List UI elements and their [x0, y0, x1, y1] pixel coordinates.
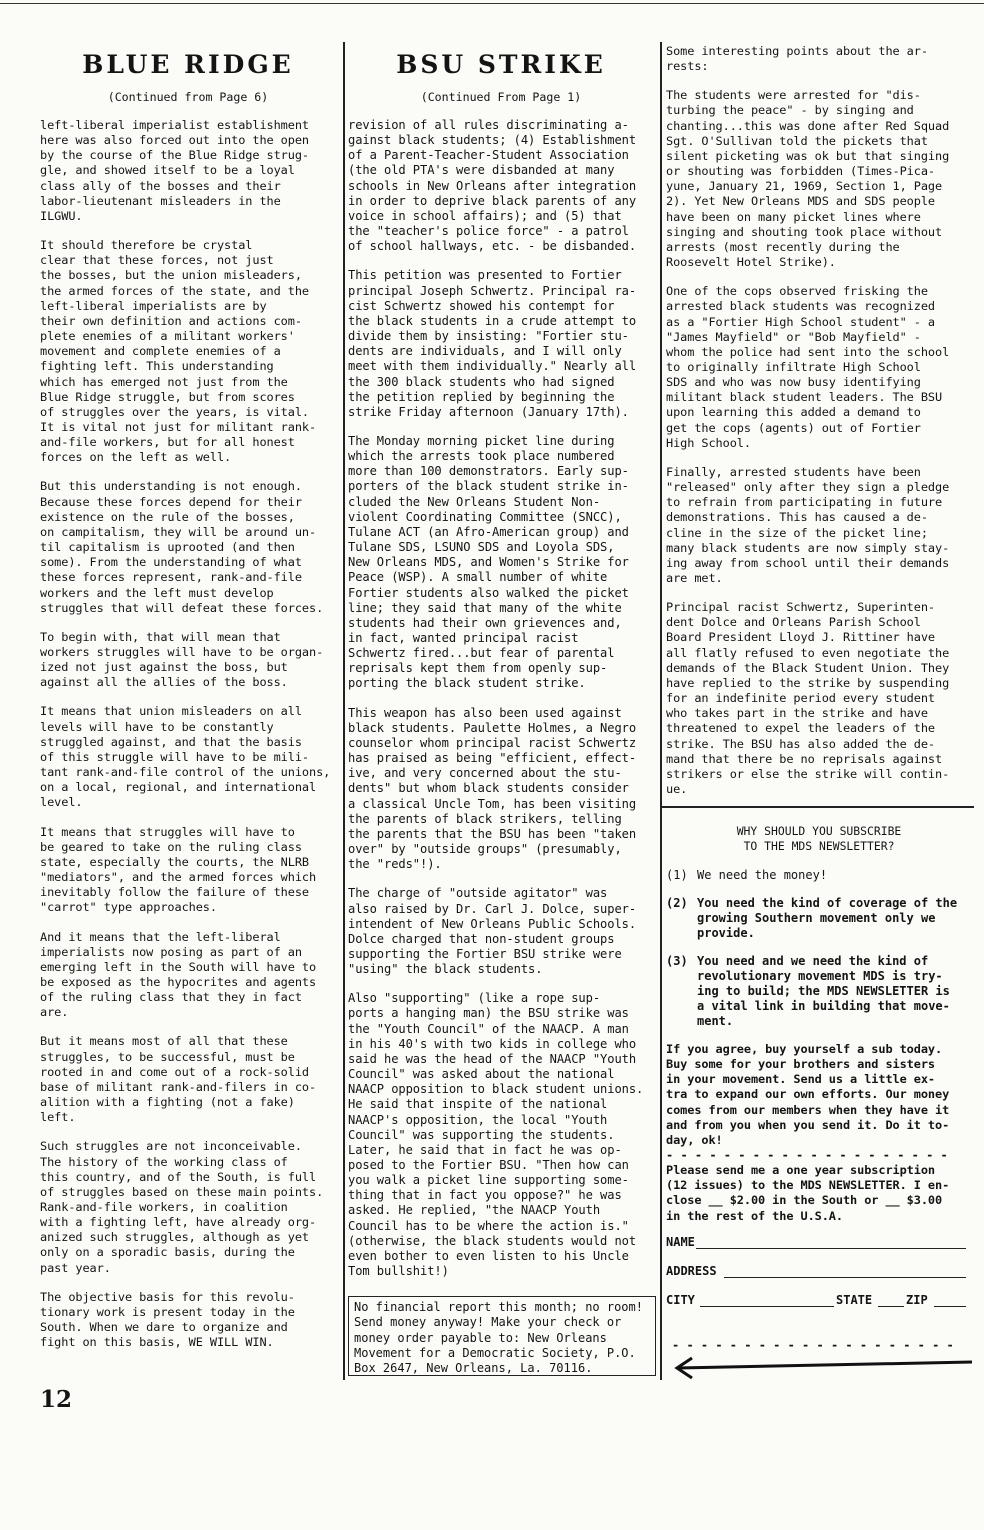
blue-ridge-article: [40, 44, 336, 1364]
paragraph: The students were arrested for "dis- turbing the peace" - by singing and chanting...this was done after Red Squad Sgt. O'Sullivan told the pickets that silent picketing was ok but that singing or shouting was forbidden (Times-Pica- yune, January 21, 1969, Section 1, Page 2). Yet New Orleans MDS and SDS people have been on many picket lines where singing and shouting took place without arrests (most recently during the Roosevelt Hotel Strike).: [666, 88, 950, 270]
bsu-strike-continued-note: (Continued From Page 1): [420, 90, 582, 104]
name-field[interactable]: [666, 1234, 972, 1250]
state-label: STATE: [836, 1292, 873, 1307]
subscription-order-text: Please send me a one year subscription (12 issues) to the MDS NEWSLETTER. I en- close __ $2.00 in the South or __ $3.00 in the rest of the U.S.A.: [666, 1163, 950, 1223]
paragraph: To begin with, that will mean that workers struggles will have to be organ- ized not just against the boss, but against all the allies of the boss.: [40, 629, 324, 690]
subscribe-appeal: If you agree, buy yourself a sub today. Buy some for your brothers and sisters in your movement. Send us a little ex- tra to expand our own efforts. Our money comes from our members when they have it and from you when you send it. Do it to- day, ok!: [666, 1042, 950, 1147]
paragraph: This weapon has also been used against black students. Paulette Holmes, a Negro counselor whom principal racist Schwertz has praised as being "efficient, effect- ive, and very concerned about the stu- dents" but whom black students consider a classical Uncle Tom, has been visiting the parents of black strikers, telling the parents that the BSU has been "taken over" by "outside groups" (presumably, the "reds"!).: [348, 705, 637, 872]
city-label: CITY: [666, 1292, 695, 1307]
reason-item: [666, 954, 972, 1029]
paragraph: Such struggles are not inconceivable. The history of the working class of this country, and of the South, is full of struggles based on these main points. Rank-and-file workers, in coalition with a fighting left, have already org- anized such struggles, although as yet only on a sporadic basis, during the past year.: [40, 1139, 324, 1275]
subscribe-section: [666, 822, 972, 1321]
paragraph: But it means most of all that these struggles, to be successful, must be rooted in and come out of a rock-solid base of militant rank-and-filers in co- alition with a fighting (not a fake) left.: [40, 1034, 317, 1125]
paragraph: Some interesting points about the ar- rests:: [666, 44, 928, 74]
paragraph: left-liberal imperialist establishment here was also forced out into the open by the course of the Blue Ridge strug- gle, and showed itself to be a loyal class ally of the bosses and their labor-lieutenant misleaders in the ILGWU.: [40, 118, 309, 223]
dashed-separator: - - - - - - - - - - - - - - - - - - - -: [666, 1148, 948, 1163]
paragraph: And it means that the left-liberal imperialists now posing as part of an emerging left in the South will have to be exposed as the hypocrites and agents of the ruling class that they in fact are.: [40, 929, 317, 1020]
state-line: [878, 1306, 904, 1307]
paragraph: It means that union misleaders on all levels will have to be constantly struggled against, and that the basis of this struggle will have to be mili- tant rank-and-file control of the unions, on a local, regional, and international level.: [40, 704, 331, 810]
address-line: [724, 1277, 966, 1278]
bsu-strike-article: [348, 44, 654, 1293]
reason-number: (1): [666, 868, 688, 882]
blue-ridge-continued-note: (Continued from Page 6): [107, 90, 269, 104]
reason-text: You need and we need the kind of revolutionary movement MDS is try- ing to build; the MDS NEWSLETTER is a vital link in building that move- ment.: [697, 954, 950, 1028]
blue-ridge-headline: BLUE RIDGE: [82, 50, 294, 79]
paragraph: The Monday morning picket line during which the arrests took place numbered more than 100 demonstrators. Early sup- porters of the black student strike in- cluded the New Orleans Student Non- violent Coordinating Committee (SNCC), Tulane ACT (an Afro-American group) and Tulane SDS, LSUNO SDS and Loyola SDS, New Orleans MDS, and Women's Strike for Peace (WSP). A small number of white Fortier students also walked the picket line; they said that many of the white students had their own grievences and, in fact, wanted principal racist Schwertz fired...but fear of parental reprisals kept them from openly sup- porting the black student strike.: [348, 433, 629, 691]
reason-text: You need the kind of coverage of the growing Southern movement only we provide.: [697, 896, 958, 940]
cut-here-arrow-icon: [672, 1356, 972, 1380]
top-border-line: [0, 3, 984, 4]
address-field[interactable]: [666, 1263, 972, 1279]
paragraph: The objective basis for this revolu- tionary work is present today in the South. When we dare to organize and fight on this basis, WE WILL WIN.: [40, 1289, 295, 1350]
paragraph: It means that struggles will have to be geared to take on the ruling class state, especially the courts, the NLRB "mediators", and the armed forces which inevitably follow the failure of these "carrot" type approaches.: [40, 824, 317, 915]
paragraph: Also "supporting" (like a rope sup- ports a hanging man) the BSU strike was the "Youth Council" of the NAACP. A man in his 40's with two kids in college who said he was the head of the NAACP "Youth Council" was asked about the national NAACP opposition to black student unions. He said that inspite of the national NAACP's opposition, the local "Youth Council" was supporting the students. Later, he said that in fact he was op- posed to the Fortier BSU. "Then how can you walk a picket line supporting some- thing that in fact you oppose?" he was asked. He replied, "the NAACP Youth Council has to be where the action is." (otherwise, the black students would not even bother to even listen to his Uncle Tom bullshit!): [348, 991, 644, 1279]
bsu-strike-headline: BSU STRIKE: [396, 50, 606, 79]
city-line: [700, 1306, 834, 1307]
reason-number: (2): [666, 896, 688, 910]
paragraph: revision of all rules discriminating a- gainst black students; (4) Establishment of a Parent-Teacher-Student Association (the old PTA's were disbanded at many schools in New Orleans after integration in order to deprive black parents of any voice in school affairs); and (5) that the "teacher's police force" - a patrol of school hallways, etc. - be disbanded.: [348, 118, 637, 254]
paragraph: But this understanding is not enough. Because these forces depend for their existence on the rule of the bosses, on campitalism, they will be around un- til capitalism is uprooted (and then some). From the understanding of what these forces represent, rank-and-file workers and the left must develop struggles that will defeat these forces.: [40, 479, 324, 615]
financial-report-box: No financial report this month; no room! Send money anyway! Make your check or money order payable to: New Orleans Movement for a Democratic Society, P.O. Box 2647, New Orleans, La. 70116.: [348, 1296, 656, 1376]
paragraph: The charge of "outside agitator" was also raised by Dr. Carl J. Dolce, super- intendent of New Orleans Public Schools. Dolce charged that non-student groups supporting the Fortier BSU strike were "using" the black students.: [348, 886, 637, 977]
address-label: ADDRESS: [666, 1263, 717, 1278]
name-line: [696, 1248, 966, 1249]
column-divider-right: [660, 42, 662, 1380]
bottom-dashed-separator: - - - - - - - - - - - - - - - - - - - -: [672, 1338, 954, 1352]
city-state-zip-field[interactable]: [666, 1292, 972, 1308]
reason-number: (3): [666, 954, 688, 968]
zip-label: ZIP: [906, 1292, 928, 1307]
reason-item: [666, 868, 972, 883]
name-label: NAME: [666, 1234, 695, 1249]
subscribe-heading: WHY SHOULD YOU SUBSCRIBE TO THE MDS NEWSLETTER?: [736, 824, 902, 853]
reason-item: [666, 896, 972, 941]
zip-line: [934, 1306, 966, 1307]
paragraph: This petition was presented to Fortier principal Joseph Schwertz. Principal ra- cist Schwertz showed his contempt for the black students in a crude attempt to divide them by insisting: "Fortier stu- dents are individuals, and I will only meet with them individually." Nearly all the 300 black students who had signed the petition replied by beginning the strike Friday afternoon (January 17th).: [348, 268, 637, 419]
paragraph: One of the cops observed frisking the arrested black students was recognized as a "Fortier High School student" - a "James Mayfield" or "Bob Mayfield" - whom the police had sent into the school to originally infiltrate High School SDS and who was now busy identifying militant black student leaders. The BSU upon learning this added a demand to get the cops (agents) out of Fortier High School.: [666, 284, 950, 450]
column-divider-left: [343, 42, 345, 1380]
reason-text: We need the money!: [697, 868, 828, 882]
arrests-and-subscribe-column: [666, 44, 972, 1307]
paragraph: Finally, arrested students have been "released" only after they sign a pledge to refrain from participating in future demonstrations. This has caused a de- cline in the size of the picket line; many black students are now simply stay- ing away from school until their demands are met.: [666, 464, 950, 585]
page-number: 12: [40, 1386, 73, 1413]
paragraph: Principal racist Schwertz, Superinten- dent Dolce and Orleans Parish School Board President Lloyd J. Rittiner have all flatly refused to even negotiate the demands of the Black Student Union. They have replied to the strike by suspending for an indefinite period every student who takes part in the strike and have threatened to expel the leaders of the strike. The BSU has also added the de- mand that there be no reprisals against strikers or else the strike will contin- ue.: [666, 600, 950, 797]
paragraph: It should therefore be crystal clear that these forces, not just the bosses, but the union misleaders, the armed forces of the state, and the left-liberal imperialists are by their own definition and actions com- plete enemies of a militant workers' movement and complete enemies of a fighting left. This understanding which has emerged not just from the Blue Ridge struggle, but from scores of struggles over the years, is vital. It is vital not just for militant rank- and-file workers, but for all honest forces on the left as well.: [40, 238, 317, 465]
